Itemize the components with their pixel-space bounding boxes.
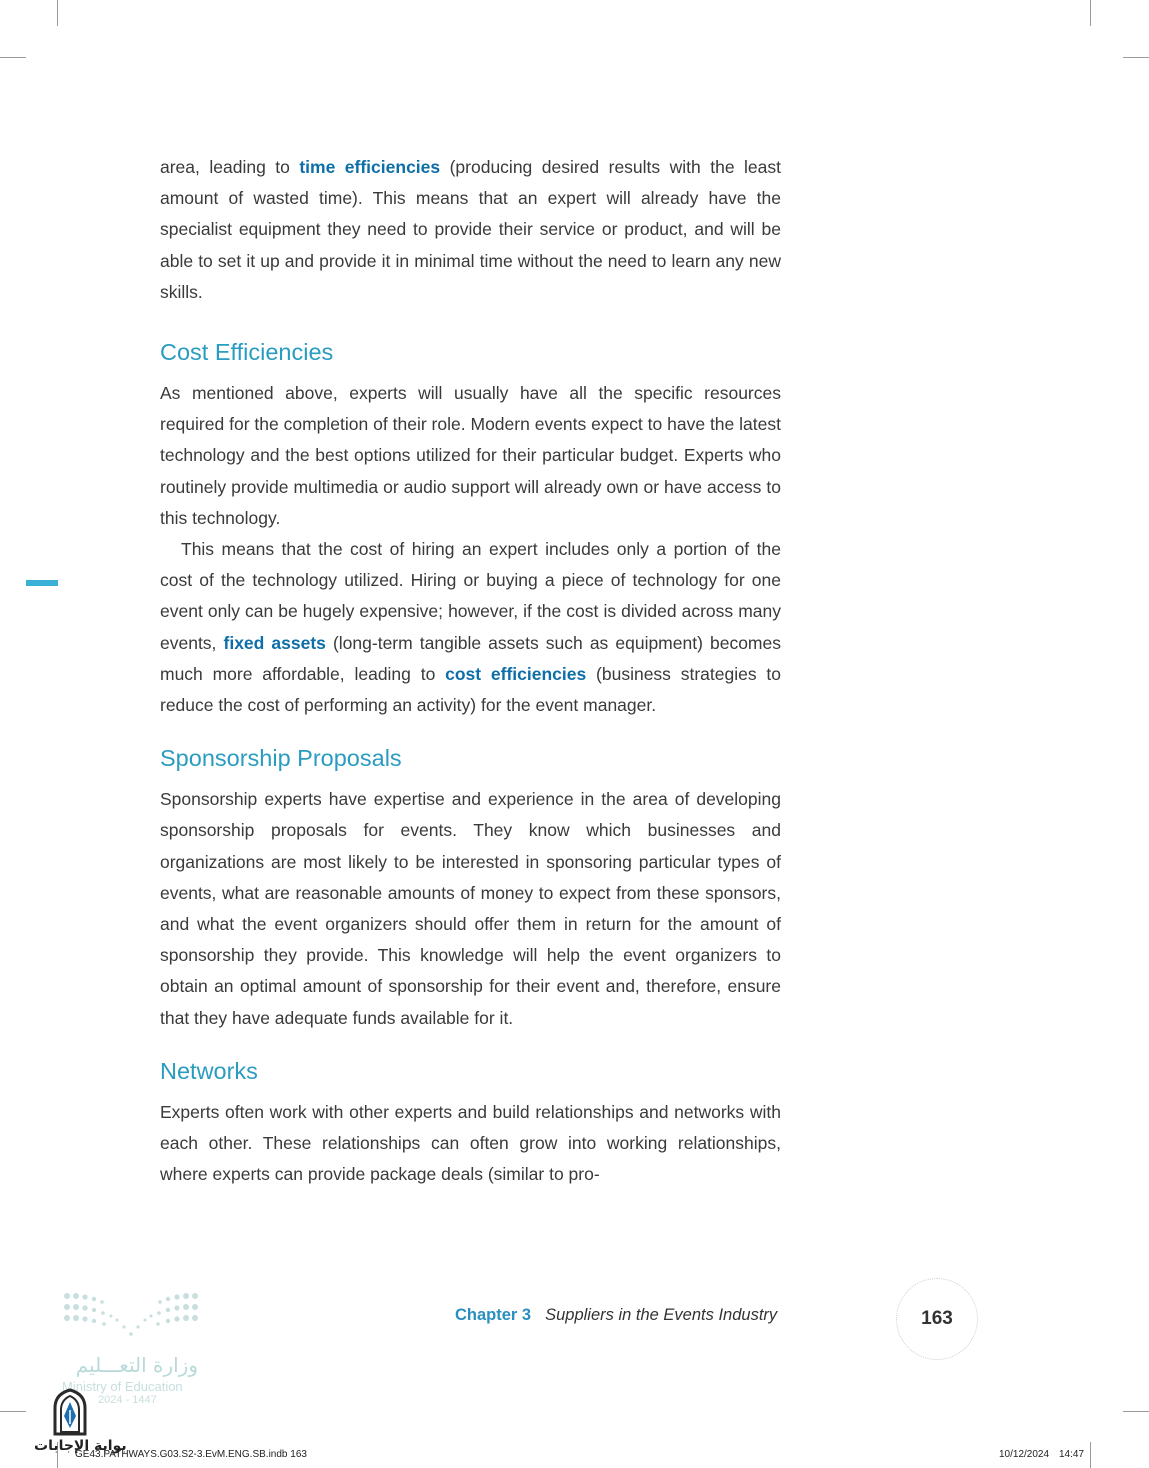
print-slug-time: 14:47 [1059, 1449, 1085, 1460]
chapter-label: Chapter 3 [455, 1306, 532, 1324]
print-slug-file: GE43.PATHWAYS.G03.S2-3.EvM.ENG.SB.indb 163 [75, 1449, 307, 1460]
page-number: 163 [921, 1308, 953, 1329]
pen-nib-logo-icon [47, 1388, 93, 1436]
side-tab-marker [26, 580, 58, 586]
key-term-time-efficiencies: time efficiencies [299, 157, 441, 177]
text-run: This means that the cost of hiring an expert includes only a portion of the cost of the technology utilized. Hiring or buying a piece of technology for one event only can be hugely expensive; however, if the cost is divided across many events, [160, 539, 781, 653]
heading-networks: Networks [160, 1057, 258, 1084]
crop-mark [0, 57, 26, 58]
running-footer [455, 1306, 777, 1325]
heading-cost-efficiencies: Cost Efficiencies [160, 339, 334, 366]
main-text-column [160, 152, 781, 1190]
ministry-arabic-name: وزارة التعـــليم [75, 1353, 198, 1377]
print-slug-date: 10/12/2024 [999, 1449, 1050, 1460]
paragraph-cost-hiring [160, 534, 781, 721]
key-term-fixed-assets: fixed assets [223, 632, 326, 653]
ministry-year: 2024 - 1447 [98, 1394, 157, 1406]
page-number-badge [896, 1278, 978, 1360]
text-run: (business strategies to reduce the cost of performing an activity) for the event manager. [160, 663, 782, 716]
crop-mark [1123, 57, 1149, 58]
text-run: area, leading to [160, 157, 300, 177]
paragraph-networks: Experts often work with other experts and build relationships and networks with each other. These relationships can often grow into working relationships, where experts can provide package deals (similar to pro- [160, 1101, 781, 1185]
chapter-title: Suppliers in the Events Industry [545, 1306, 778, 1324]
dot-pattern-icon [62, 1290, 200, 1338]
crop-mark [0, 1411, 26, 1412]
paragraph-cost-resources: As mentioned above, experts will usually have all the specific resources required for the completion of their role. Modern events expect to have the latest technology and the best options utilized for their particular budget. Experts who routinely provide multimedia or audio support will already own or have access to this technology. [160, 383, 781, 528]
heading-sponsorship-proposals: Sponsorship Proposals [160, 745, 402, 772]
paragraph-sponsorship: Sponsorship experts have expertise and experience in the area of developing sponsorship proposals for events. They know which businesses and organizations are most likely to be interested in sponsoring particular types of events, what are reasonable amounts of money to expect from these sponsors, and what the event organizers should offer them in return for the amount of sponsorship they provide. This knowledge will help the event organizers to obtain an optimal amount of sponsorship for their event and, therefore, ensure that they have adequate funds available for it. [160, 789, 781, 1028]
crop-mark [1090, 1442, 1091, 1468]
crop-mark [1123, 1411, 1149, 1412]
ministry-english-name: Ministry of Education [62, 1379, 183, 1394]
crop-mark [57, 0, 58, 26]
watermark-text: بوابة الإجابات [34, 1438, 127, 1454]
text-run: (producing desired results with the least amount of wasted time). This means that an expert will already have the specialist equipment they need to provide their service or product, and will be able to set it up and provide it in minimal time without the need to learn any new skills. [160, 157, 781, 302]
crop-mark [1090, 0, 1091, 26]
text-run: (long-term tangible assets such as equipment) becomes much more affordable, leading to [160, 632, 781, 684]
key-term-cost-efficiencies: cost efficiencies [445, 663, 587, 684]
paragraph-time-efficiencies [160, 152, 781, 308]
